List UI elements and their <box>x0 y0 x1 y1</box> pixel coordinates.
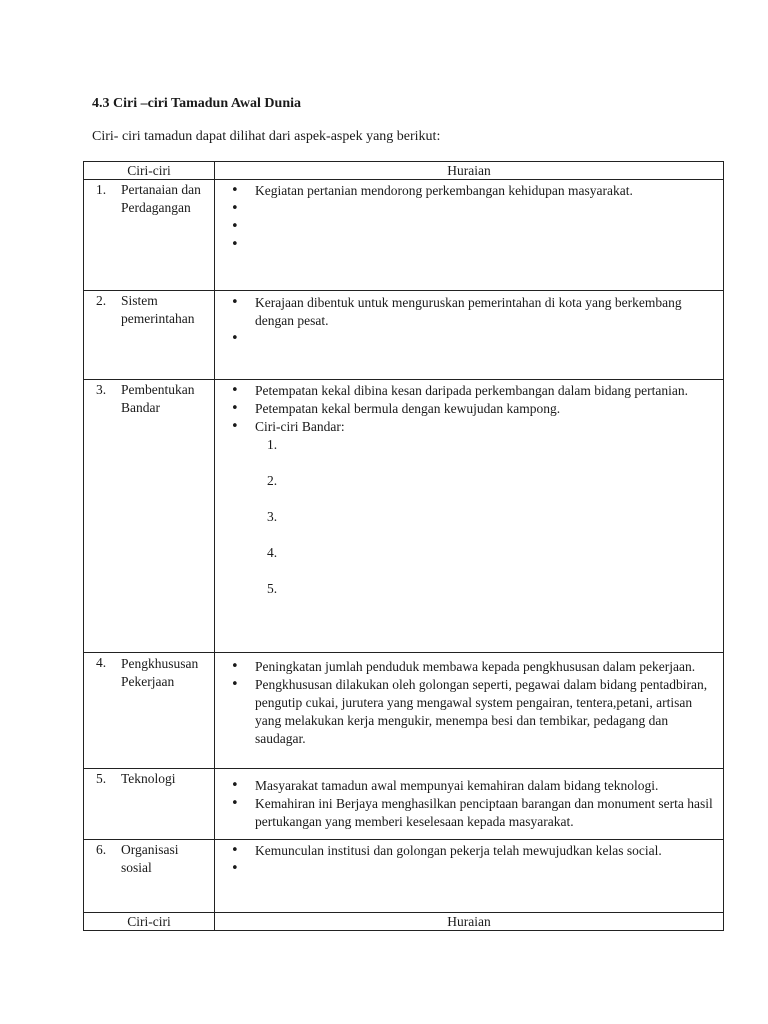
section-heading: 4.3 Ciri –ciri Tamadun Awal Dunia <box>92 96 302 111</box>
bandar-sublist <box>215 436 723 616</box>
criteria-label: Organisasi sosial <box>121 842 179 875</box>
header-col-huraian: Huraian <box>215 162 724 180</box>
row-number: 6. <box>96 842 107 857</box>
table-row <box>84 380 724 653</box>
criteria-label: Sistem pemerintahan <box>121 293 195 326</box>
bullet-item: • Kemahiran ini Berjaya menghasilkan penciptaan barangan dan monument serta hasil pertukangan yang memberi keselesaan kepada masyarakat. <box>255 795 717 831</box>
criteria-label: Teknologi <box>121 771 176 786</box>
table-row <box>84 653 724 769</box>
criteria-cell <box>84 380 215 653</box>
spacer <box>255 218 717 236</box>
bullet-item: • Peningkatan jumlah penduduk membawa kepada pengkhususan dalam pekerjaan. <box>255 658 717 676</box>
sublist-item: 1. <box>267 437 278 452</box>
table-row <box>84 180 724 291</box>
criteria-cell <box>84 653 215 769</box>
sublist-item: 3. <box>267 509 278 524</box>
row-number: 3. <box>96 382 107 397</box>
description-cell <box>215 291 724 380</box>
description-cell <box>215 180 724 291</box>
bullet-item: • Petempatan kekal dibina kesan daripada perkembangan dalam bidang pertanian. <box>255 382 717 400</box>
bullet-item-empty <box>255 236 717 254</box>
footer-col-ciri: Ciri-ciri <box>84 913 215 931</box>
bullet-item-empty <box>255 330 717 348</box>
criteria-label: Pembentukan Bandar <box>121 382 195 415</box>
footer-col-huraian: Huraian <box>215 913 724 931</box>
criteria-cell <box>84 180 215 291</box>
bullet-item: • Kemunculan institusi dan golongan pekerja telah mewujudkan kelas social. <box>255 842 717 860</box>
criteria-label: Pengkhususan Pekerjaan <box>121 656 199 689</box>
header-col-ciri: Ciri-ciri <box>84 162 215 180</box>
characteristics-table <box>83 161 724 931</box>
bullet-item: • Kerajaan dibentuk untuk menguruskan pemerintahan di kota yang berkembang dengan pesat. <box>255 294 717 330</box>
description-cell <box>215 769 724 840</box>
table-row <box>84 769 724 840</box>
description-cell <box>215 653 724 769</box>
bullet-item-empty <box>255 860 717 878</box>
bullet-item-empty <box>255 200 717 218</box>
table-row <box>84 291 724 380</box>
row-number: 1. <box>96 182 107 197</box>
bullet-item: • Pengkhususan dilakukan oleh golongan seperti, pegawai dalam bidang pentadbiran, pengutip cukai, jurutera yang mengawal system pengairan, tentera,petani, artisan yang melakukan kerja mengukir, menempa besi dan tembikar, pedagang dan saudagar. <box>255 676 717 748</box>
row-number: 2. <box>96 293 107 308</box>
description-cell <box>215 840 724 913</box>
bullet-item: • Kegiatan pertanian mendorong perkembangan kehidupan masyarakat. <box>255 182 717 200</box>
criteria-cell <box>84 291 215 380</box>
sublist-item: 2. <box>267 473 278 488</box>
row-number: 4. <box>96 655 107 670</box>
bullet-item: • Masyarakat tamadun awal mempunyai kemahiran dalam bidang teknologi. <box>255 777 717 795</box>
intro-text: Ciri- ciri tamadun dapat dilihat dari aspek-aspek yang berikut: <box>92 129 441 144</box>
bullet-item: • Petempatan kekal bermula dengan kewujudan kampong. <box>255 400 717 418</box>
table-header-row <box>84 162 724 180</box>
sublist-item: 4. <box>267 545 278 560</box>
criteria-cell <box>84 769 215 840</box>
sublist-item: 5. <box>267 581 278 596</box>
description-cell <box>215 380 724 653</box>
table-row <box>84 840 724 913</box>
criteria-label: Pertanaian dan Perdagangan <box>121 182 201 215</box>
table-footer-row <box>84 913 724 931</box>
bullet-item: • Ciri-ciri Bandar: <box>255 418 717 436</box>
row-number: 5. <box>96 771 107 786</box>
criteria-cell <box>84 840 215 913</box>
